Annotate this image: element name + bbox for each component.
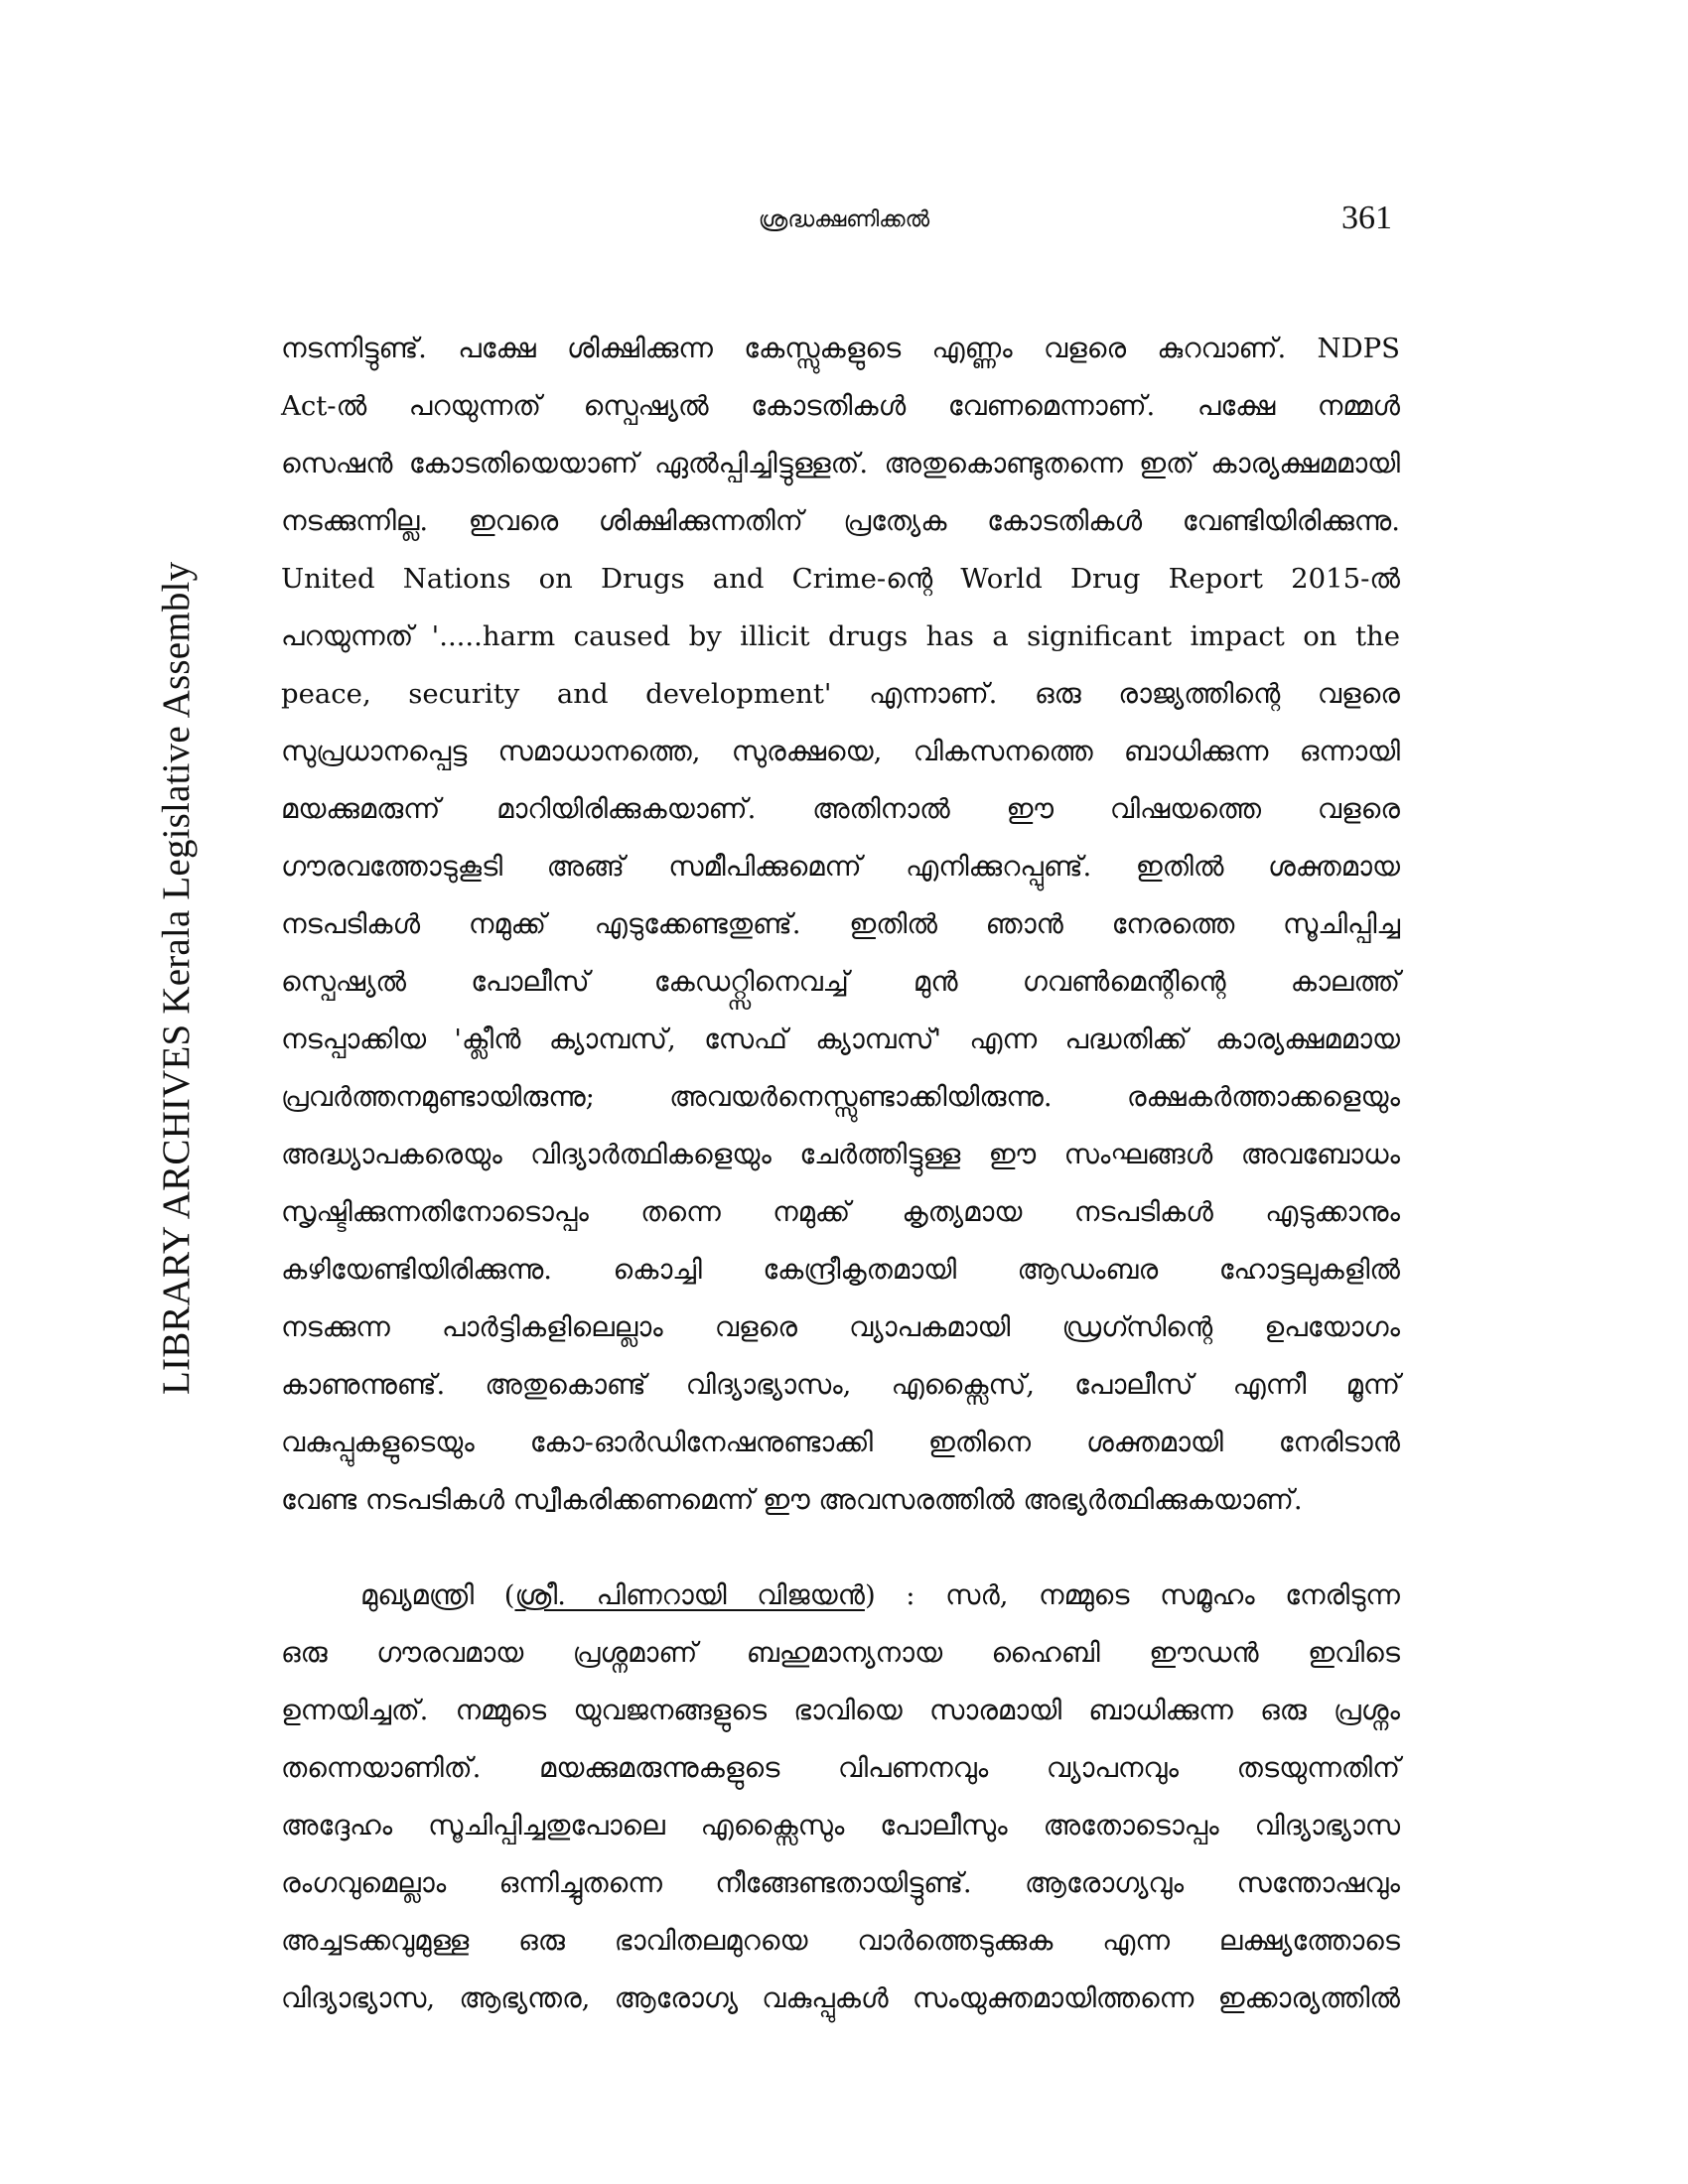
text-line: വിദ്യാഭ്യാസ, ആഭ്യന്തര, ആരോഗ്യ വകുപ്പുകൾ സംയുക്തമായിത്തന്നെ ഇക്കാര്യത്തിൽ (281, 1982, 1400, 2014)
text-line: അദ്ദേഹം സൂചിപ്പിച്ചതുപോലെ എക്സൈസും പോലീസും അതോടൊപ്പം വിദ്യാഭ്യാസ (281, 1810, 1400, 1842)
text-line: രംഗവുമെല്ലാം ഒന്നിച്ചുതന്നെ നീങ്ങേണ്ടതായിട്ടുണ്ട്. ആരോഗ്യവും സന്തോഷവും (281, 1867, 1400, 1899)
text-line: United Nations on Drugs and Crime-ന്റെ World Drug Report 2015-ൽ (281, 563, 1400, 595)
text-line: സുപ്രധാനപ്പെട്ട സമാധാനത്തെ, സുരക്ഷയെ, വികസനത്തെ ബാധിക്കുന്ന ഒന്നായി (281, 736, 1400, 767)
text-line: മയക്കുമരുന്ന് മാറിയിരിക്കുകയാണ്. അതിനാൽ ഈ വിഷയത്തെ വളരെ (281, 793, 1400, 825)
speaker-line-text: സർ, നമ്മുടെ സമൂഹം നേരിടുന്ന (914, 1579, 1400, 1611)
text-line: തന്നെയാണിത്. മയക്കുമരുന്നുകളുടെ വിപണനവും വ്യാപനവും തടയുന്നതിന് (281, 1752, 1400, 1784)
speaker-role: മുഖ്യമന്ത്രി ( (360, 1579, 515, 1611)
text-line: peace, security and development' എന്നാണ്. ഒരു രാജ്യത്തിന്റെ വളരെ (281, 678, 1400, 710)
text-line: നടക്കുന്ന പാർട്ടികളിലെല്ലാം വളരെ വ്യാപകമായി ഡ്രഗ്സിന്റെ ഉപയോഗം (281, 1311, 1400, 1343)
text-line: നടക്കുന്നില്ല. ഇവരെ ശിക്ഷിക്കുന്നതിന് പ്രത്യേക കോടതികൾ വേണ്ടിയിരിക്കുന്നു. (281, 505, 1400, 537)
text-line: പ്രവർത്തനമുണ്ടായിരുന്നു; അവയർനെസ്സുണ്ടാക്കിയിരുന്നു. രക്ഷകർത്താക്കളെയും (281, 1081, 1400, 1113)
page-number: 361 (1341, 200, 1392, 236)
text-line: അച്ചടക്കവുമുള്ള ഒരു ഭാവിതലമുറയെ വാർത്തെടുക്കുക എന്ന ലക്ഷ്യത്തോടെ (281, 1925, 1400, 1957)
paragraph-spacer (281, 1529, 1400, 1567)
text-line: നടന്നിട്ടുണ്ട്. പക്ഷേ ശിക്ഷിക്കുന്ന കേസ്സുകളുടെ എണ്ണം വളരെ കുറവാണ്. NDPS (281, 333, 1400, 364)
speaker-name: ശ്രീ. പിണറായി വിജയൻ (514, 1579, 865, 1611)
text-line: ഉന്നയിച്ചത്. നമ്മുടെ യുവജനങ്ങളുടെ ഭാവിയെ സാരമായി ബാധിക്കുന്ന ഒരു പ്രശ്നം (281, 1695, 1400, 1726)
text-line: ഗൗരവത്തോടുകൂടി അങ്ങ് സമീപിക്കുമെന്ന് എനിക്കുറപ്പുണ്ട്. ഇതിൽ ശക്തമായ (281, 851, 1400, 883)
text-line: സൃഷ്ടിക്കുന്നതിനോടൊപ്പം തന്നെ നമുക്ക് കൃത്യമായ നടപടികൾ എടുക്കാനും (281, 1196, 1400, 1228)
text-line: കാണുന്നുണ്ട്. അതുകൊണ്ട് വിദ്യാഭ്യാസം, എക്സൈസ്, പോലീസ് എന്നീ മൂന്ന് (281, 1369, 1400, 1401)
text-line: സ്പെഷ്യൽ പോലീസ് കേഡറ്റ്സിനെവച്ച് മുൻ ഗവൺമെന്റിന്റെ കാലത്ത് (281, 966, 1400, 998)
text-line: Act-ൽ പറയുന്നത് സ്പെഷ്യൽ കോടതികൾ വേണമെന്നാണ്. പക്ഷേ നമ്മൾ (281, 390, 1400, 422)
archive-watermark: LIBRARY ARCHIVES Kerala Legislative Assembly (155, 561, 198, 1395)
speaker-line (281, 1567, 1400, 1624)
text-line: വകുപ്പുകളുടെയും കോ-ഓർഡിനേഷനുണ്ടാക്കി ഇതിനെ ശക്തമായി നേരിടാൻ (281, 1427, 1400, 1458)
paragraph-chief-minister-reply (281, 1567, 1400, 2027)
text-line: നടപടികൾ നമുക്ക് എടുക്കേണ്ടതുണ്ട്. ഇതിൽ ഞാൻ നേരത്തെ സൂചിപ്പിച്ച (281, 908, 1400, 940)
text-line: സെഷൻ കോടതിയെയാണ് ഏൽപ്പിച്ചിട്ടുള്ളത്. അതുകൊണ്ടുതന്നെ ഇത് കാര്യക്ഷമമായി (281, 448, 1400, 479)
text-line: പറയുന്നത് '.....harm caused by illicit drugs has a significant impact on the (281, 620, 1400, 652)
text-line: നടപ്പാക്കിയ 'ക്ലീൻ ക്യാമ്പസ്, സേഫ് ക്യാമ്പസ്' എന്ന പദ്ധതിക്ക് കാര്യക്ഷമമായ (281, 1024, 1400, 1055)
text-line: അദ്ധ്യാപകരെയും വിദ്യാർത്ഥികളെയും ചേർത്തിട്ടുള്ള ഈ സംഘങ്ങൾ അവബോധം (281, 1139, 1400, 1170)
text-line: വേണ്ട നടപടികൾ സ്വീകരിക്കണമെന്ന് ഈ അവസരത്തിൽ അഭ്യർത്ഥിക്കുകയാണ്. (281, 1484, 1303, 1516)
running-title: ശ്രദ്ധക്ഷണിക്കൽ (758, 207, 930, 232)
text-line: ഒരു ഗൗരവമായ പ്രശ്നമാണ് ബഹുമാന്യനായ ഹൈബി ഈഡൻ ഇവിടെ (281, 1637, 1400, 1669)
speaker-close: ) : (864, 1579, 915, 1611)
body-text (281, 320, 1400, 2027)
text-line: കഴിയേണ്ടിയിരിക്കുന്നു. കൊച്ചി കേന്ദ്രീകൃതമായി ആഡംബര ഹോട്ടലുകളിൽ (281, 1254, 1400, 1286)
paragraph-member-speech (281, 320, 1400, 1529)
